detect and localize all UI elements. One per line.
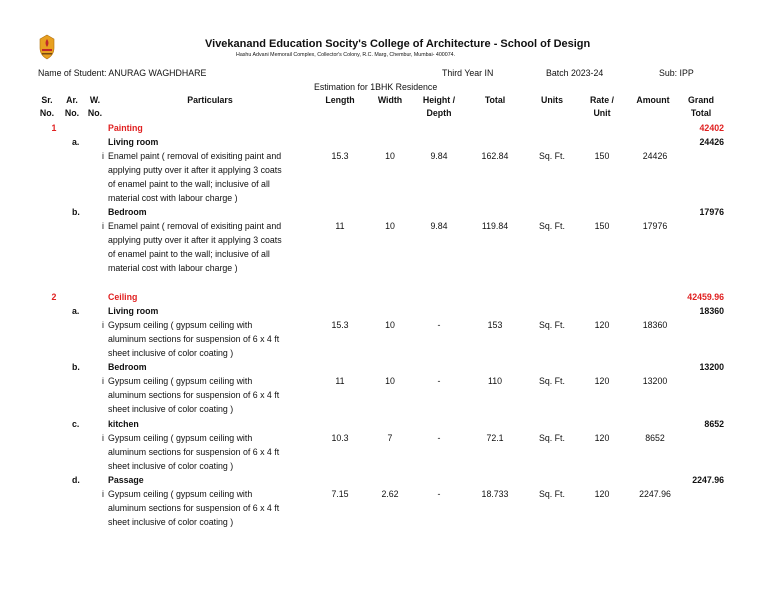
item-width: 2.62 (381, 489, 399, 499)
item-total: 110 (487, 376, 503, 386)
item-rate: 120 (594, 320, 610, 330)
item-amount: 13200 (642, 376, 668, 386)
item-rate: 120 (594, 489, 610, 499)
item-room: Passage (108, 475, 144, 485)
item-rate: 150 (594, 221, 610, 231)
section-1-sr: 1 (51, 123, 57, 133)
item-length: 11 (335, 376, 345, 386)
item-total: 153 (487, 320, 503, 330)
estimation-title: Estimation for 1BHK Residence (314, 82, 438, 92)
item-width: 7 (387, 433, 393, 443)
item-total: 18.733 (481, 489, 509, 499)
item-amount: 24426 (642, 151, 668, 161)
item-units: Sq. Ft. (539, 489, 565, 499)
item-desc: Gypsum ceiling ( gypsum ceiling with aluminum sections for suspension of 6 x 4 ft sheet inclusive of color coating ) (108, 489, 280, 527)
col-sr: Sr. No. (39, 95, 55, 118)
item-w: i (102, 221, 104, 231)
item-rate: 120 (594, 376, 610, 386)
item-ar: b. (72, 362, 80, 372)
item-grand: 17976 (699, 207, 724, 217)
item-width: 10 (385, 320, 395, 330)
col-rate: Rate / Unit (590, 95, 614, 118)
item-amount: 2247.96 (639, 489, 671, 499)
item-amount: 18360 (642, 320, 668, 330)
col-length: Length (325, 95, 355, 105)
student-name: Name of Student: ANURAG WAGHDHARE (38, 68, 207, 78)
col-particulars: Particulars (187, 95, 233, 105)
item-grand: 2247.96 (692, 475, 724, 485)
item-total: 162.84 (481, 151, 509, 161)
item-units: Sq. Ft. (539, 433, 565, 443)
item-room: Bedroom (108, 362, 147, 372)
item-w: i (102, 433, 104, 443)
section-2-name: Ceiling (108, 292, 138, 302)
item-room: Bedroom (108, 207, 147, 217)
col-total: Total (484, 95, 506, 105)
item-units: Sq. Ft. (539, 376, 565, 386)
item-units: Sq. Ft. (539, 221, 565, 231)
item-amount: 17976 (642, 221, 668, 231)
item-grand: 8652 (704, 419, 724, 429)
col-height: Height / Depth (422, 95, 456, 118)
item-w: i (102, 151, 104, 161)
item-width: 10 (385, 221, 395, 231)
item-desc: Enamel paint ( removal of exisiting paint and applying putty over it after it applying 3 coats of enamel paint to the wall; inclusive of all material cost with labour charge ) (108, 221, 282, 273)
year-label: Third Year IN (442, 68, 494, 78)
item-height: - (437, 433, 441, 443)
item-desc: Gypsum ceiling ( gypsum ceiling with aluminum sections for suspension of 6 x 4 ft sheet inclusive of color coating ) (108, 320, 280, 358)
college-address: Hashu Advani Memorail Complex, Collector's Colony, R.C. Marg, Chembur, Mumbai- 400074. (236, 52, 456, 58)
item-height: - (437, 320, 441, 330)
item-room: Living room (108, 306, 159, 316)
item-room: Living room (108, 137, 159, 147)
college-title: Vivekanand Education Socity's College of Architecture - School of Design (205, 38, 591, 50)
item-height: - (437, 376, 441, 386)
college-logo-icon (38, 34, 56, 60)
section-2-grand: 42459.96 (687, 292, 724, 302)
item-desc: Enamel paint ( removal of exisiting paint and applying putty over it after it applying 3 coats of enamel paint to the wall; inclusive of all material cost with labour charge ) (108, 151, 282, 203)
subject-label: Sub: IPP (659, 68, 694, 78)
item-total: 119.84 (481, 221, 509, 231)
item-height: - (437, 489, 441, 499)
item-rate: 150 (594, 151, 610, 161)
item-room: kitchen (108, 419, 139, 429)
item-desc: Gypsum ceiling ( gypsum ceiling with aluminum sections for suspension of 6 x 4 ft sheet inclusive of color coating ) (108, 376, 280, 414)
item-ar: a. (72, 306, 80, 316)
section-1-grand: 42402 (699, 123, 724, 133)
item-length: 15.3 (331, 320, 349, 330)
item-length: 11 (335, 221, 345, 231)
item-length: 10.3 (331, 433, 349, 443)
col-ar: Ar. No. (64, 95, 80, 118)
item-w: i (102, 376, 104, 386)
item-units: Sq. Ft. (539, 151, 565, 161)
col-grand-total: Grand Total (688, 95, 714, 118)
item-desc: Gypsum ceiling ( gypsum ceiling with aluminum sections for suspension of 6 x 4 ft sheet inclusive of color coating ) (108, 433, 280, 471)
item-height: 9.84 (430, 151, 448, 161)
item-grand: 13200 (699, 362, 724, 372)
item-width: 10 (385, 151, 395, 161)
item-ar: a. (72, 137, 80, 147)
item-w: i (102, 320, 104, 330)
col-amount: Amount (636, 95, 670, 105)
item-ar: c. (72, 419, 80, 429)
item-grand: 18360 (699, 306, 724, 316)
section-2-sr: 2 (51, 292, 57, 302)
col-units: Units (541, 95, 563, 105)
item-length: 7.15 (331, 489, 349, 499)
item-units: Sq. Ft. (539, 320, 565, 330)
item-height: 9.84 (430, 221, 448, 231)
item-amount: 8652 (645, 433, 665, 443)
item-width: 10 (385, 376, 395, 386)
item-ar: b. (72, 207, 80, 217)
item-w: i (102, 489, 104, 499)
item-grand: 24426 (699, 137, 724, 147)
batch-label: Batch 2023-24 (546, 68, 604, 78)
col-w: W. No. (87, 95, 103, 118)
item-rate: 120 (594, 433, 610, 443)
item-total: 72.1 (486, 433, 504, 443)
col-width: Width (377, 95, 403, 105)
item-length: 15.3 (331, 151, 349, 161)
section-1-name: Painting (108, 123, 143, 133)
item-ar: d. (72, 475, 80, 485)
